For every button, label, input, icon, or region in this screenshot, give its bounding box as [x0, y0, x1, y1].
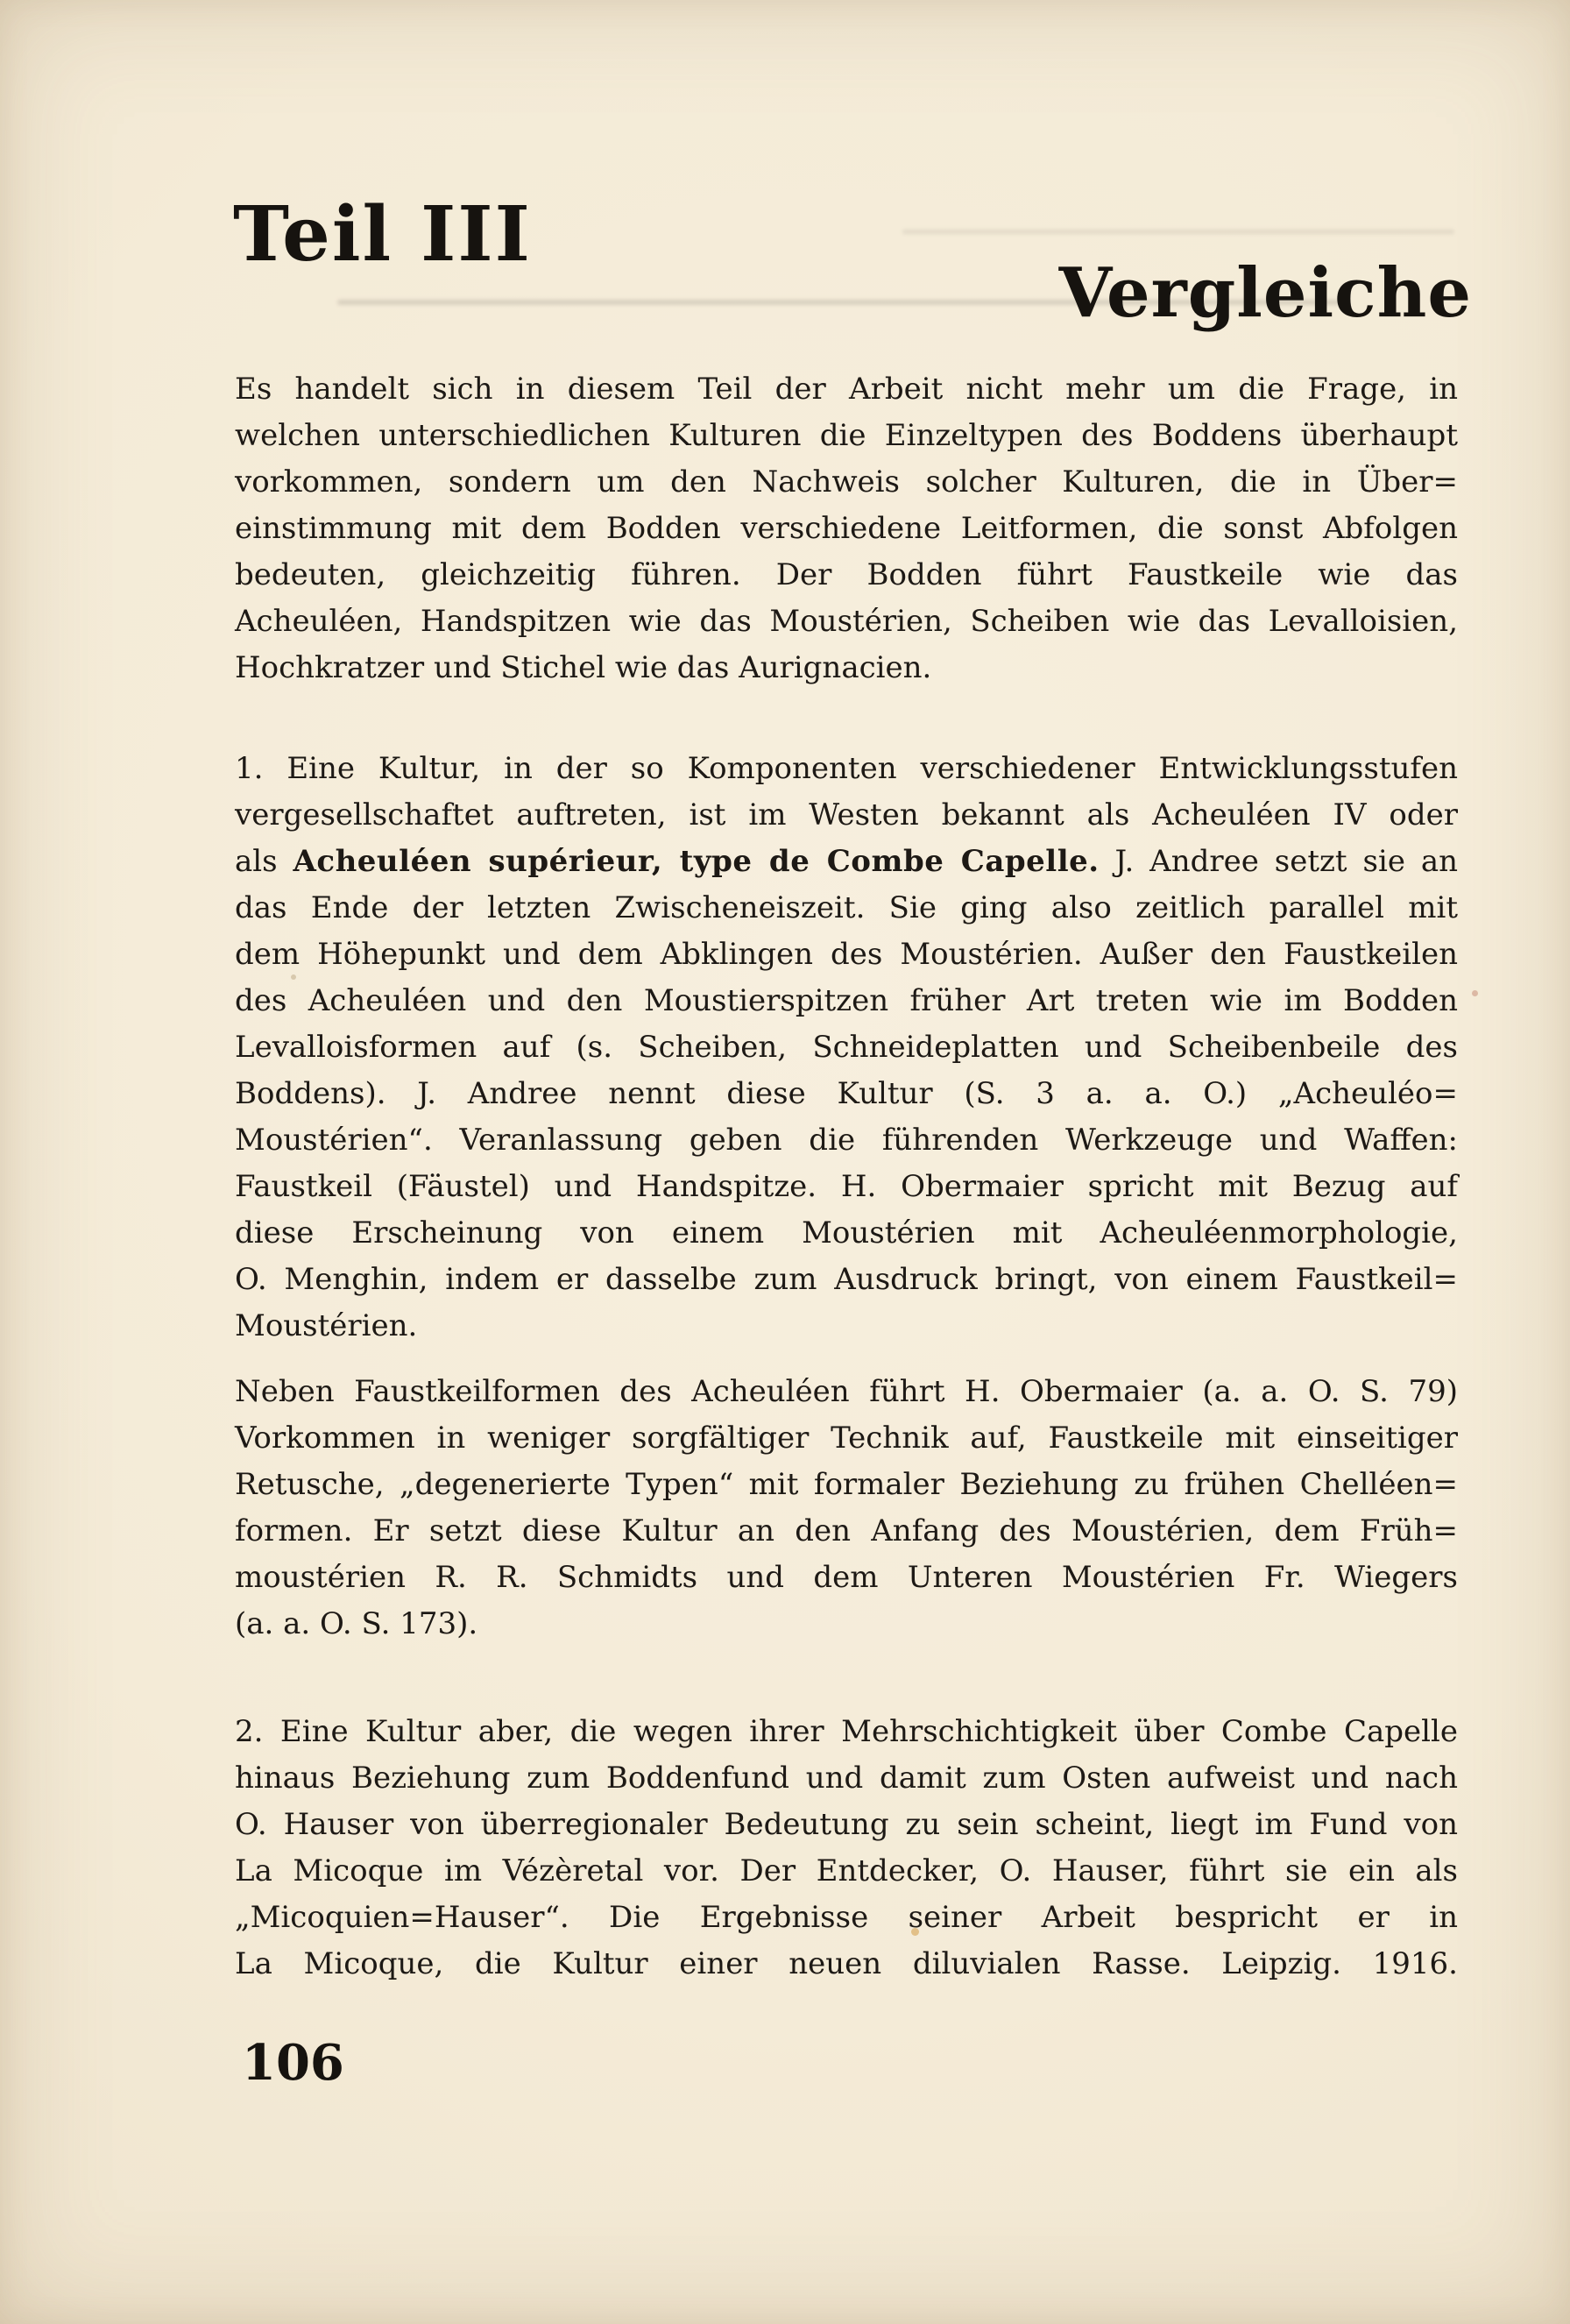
- body-text: O. Hauser von überregionaler Bedeutung zu sein scheint, liegt im Fund von: [235, 1807, 1458, 1842]
- body-text: als: [235, 844, 293, 879]
- body-text: Boddens). J. Andree nennt diese Kultur (S. 3 a. a. O.) „Acheuléo=: [235, 1076, 1458, 1111]
- body-text: Faustkeil (Fäustel) und Handspitze. H. Obermaier spricht mit Bezug auf: [235, 1169, 1458, 1204]
- body-text: bedeuten, gleichzeitig führen. Der Bodden führt Faustkeile wie das: [235, 557, 1458, 592]
- text-line: [235, 459, 1458, 506]
- scan-artifact-streak: [902, 230, 1454, 234]
- text-line: [235, 885, 1458, 932]
- paper-speck: [1472, 990, 1478, 996]
- body-text: moustérien R. R. Schmidts und dem Unteren Moustérien Fr. Wiegers: [235, 1560, 1458, 1595]
- page-number: 106: [242, 2034, 344, 2092]
- body-text: des Acheuléen und den Moustierspitzen früher Art treten wie im Bodden: [235, 983, 1458, 1018]
- text-line: [235, 1415, 1458, 1462]
- text-line: [235, 1848, 1458, 1895]
- text-line: [235, 1164, 1458, 1210]
- body-text: J. Andree setzt sie an: [1099, 844, 1459, 879]
- body-text: Moustérien.: [235, 1308, 418, 1343]
- text-line: [235, 506, 1458, 552]
- text-line: [235, 1071, 1458, 1117]
- body-text: La Micoque, die Kultur einer neuen diluvialen Rasse. Leipzig. 1916.: [235, 1946, 1458, 1981]
- text-line: [235, 1941, 1458, 1987]
- chapter-heading: Vergleiche: [1058, 253, 1472, 333]
- body-text: diese Erscheinung von einem Moustérien mit Acheuléenmorphologie,: [235, 1215, 1458, 1251]
- text-line: [235, 1508, 1458, 1555]
- body-text: vorkommen, sondern um den Nachweis solcher Kulturen, die in Über=: [235, 464, 1458, 500]
- text-line: [235, 792, 1458, 839]
- text-line: [235, 1257, 1458, 1303]
- text-line: [235, 413, 1458, 459]
- text-line: [235, 366, 1458, 413]
- text-line: [235, 746, 1458, 792]
- body-text: welchen unterschiedlichen Kulturen die Einzeltypen des Boddens überhaupt: [235, 418, 1458, 453]
- body-text: Hochkratzer und Stichel wie das Aurignacien.: [235, 650, 932, 685]
- text-line: [235, 1369, 1458, 1415]
- body-text: Moustérien“. Veranlassung geben die führenden Werkzeuge und Waffen:: [235, 1123, 1458, 1158]
- text-line: [235, 552, 1458, 599]
- text-line: [235, 1895, 1458, 1941]
- text-line: [235, 1601, 1458, 1647]
- body-text: La Micoque im Vézèretal vor. Der Entdecker, O. Hauser, führt sie ein als: [235, 1853, 1458, 1888]
- paragraph-intro: [235, 366, 1458, 691]
- body-text: vergesellschaftet auftreten, ist im Westen bekannt als Acheuléen IV oder: [235, 797, 1458, 833]
- body-text: Acheuléen, Handspitzen wie das Moustérien, Scheiben wie das Levalloisien,: [235, 604, 1458, 639]
- body-text: Levalloisformen auf (s. Scheiben, Schneideplatten und Scheibenbeile des: [235, 1030, 1458, 1065]
- body-text: O. Menghin, indem er dasselbe zum Ausdruck bringt, von einem Faustkeil=: [235, 1262, 1458, 1297]
- text-line: [235, 1462, 1458, 1508]
- body-text: einstimmung mit dem Bodden verschiedene Leitformen, die sonst Abfolgen: [235, 511, 1458, 546]
- text-line: [235, 1802, 1458, 1848]
- text-line: [235, 1755, 1458, 1802]
- text-block: [235, 366, 1458, 1987]
- text-line: [235, 599, 1458, 645]
- text-line: [235, 1303, 1458, 1350]
- body-text: Es handelt sich in diesem Teil der Arbeit nicht mehr um die Frage, in: [235, 372, 1458, 407]
- bold-antiqua-text: Acheuléen supérieur, type de Combe Capelle.: [293, 844, 1100, 879]
- body-text: dem Höhepunkt und dem Abklingen des Moustérien. Außer den Faustkeilen: [235, 937, 1458, 972]
- body-text: Retusche, „degenerierte Typen“ mit formaler Beziehung zu frühen Chelléen=: [235, 1467, 1458, 1502]
- text-line: [235, 645, 1458, 691]
- body-text: 1. Eine Kultur, in der so Komponenten verschiedener Entwicklungsstufen: [235, 751, 1458, 786]
- paragraph-obermaier-note: [235, 1369, 1458, 1647]
- body-text: formen. Er setzt diese Kultur an den Anfang des Moustérien, dem Früh=: [235, 1513, 1458, 1548]
- body-text: hinaus Beziehung zum Boddenfund und damit zum Osten aufweist und nach: [235, 1761, 1458, 1796]
- paragraph-point-2: [235, 1709, 1458, 1987]
- body-text: (a. a. O. S. 173).: [235, 1606, 478, 1641]
- text-line: [235, 932, 1458, 978]
- body-text: 2. Eine Kultur aber, die wegen ihrer Mehrschichtigkeit über Combe Capelle: [235, 1714, 1458, 1749]
- part-heading: Teil III: [233, 190, 532, 279]
- text-line: [235, 978, 1458, 1024]
- text-line: [235, 1117, 1458, 1164]
- text-line: [235, 1210, 1458, 1257]
- paragraph-point-1: [235, 746, 1458, 1350]
- text-line: [235, 1555, 1458, 1601]
- text-line: [235, 839, 1458, 885]
- body-text: Vorkommen in weniger sorgfältiger Technik auf, Faustkeile mit einseitiger: [235, 1421, 1458, 1456]
- text-line: [235, 1024, 1458, 1071]
- text-line: [235, 1709, 1458, 1755]
- body-text: „Micoquien=Hauser“. Die Ergebnisse seiner Arbeit bespricht er in: [235, 1900, 1458, 1935]
- body-text: das Ende der letzten Zwischeneiszeit. Sie ging also zeitlich parallel mit: [235, 890, 1458, 925]
- body-text: Neben Faustkeilformen des Acheuléen führt H. Obermaier (a. a. O. S. 79): [235, 1374, 1458, 1409]
